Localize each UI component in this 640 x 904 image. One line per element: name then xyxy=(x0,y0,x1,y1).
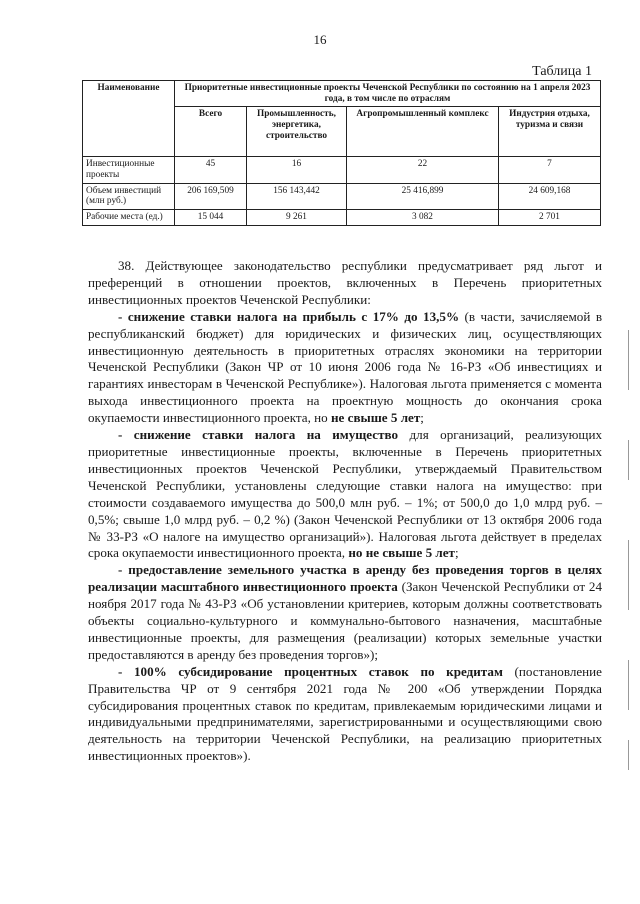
row-label: Рабочие места (ед.) xyxy=(83,210,175,226)
paragraph-loan-subsidy xyxy=(88,664,602,765)
table-cell: 22 xyxy=(347,157,499,183)
table-row xyxy=(83,157,601,183)
bold-heading: - снижение ставки налога на имущество xyxy=(118,427,399,443)
table-row xyxy=(83,210,601,226)
table-cell: 7 xyxy=(499,157,601,183)
paragraph-text: для организаций, реализующих приоритетные инвестиционные проекты, включенные в Перечень приоритетных инвестиционных проектов Чеченской Республики, утверждаемый Правительством Чеченской Республики, установлены следующие ставки налога на имущество: при стоимости создаваемого имущества до 500,0 млн руб. – 1%; от 500,0 до 1,0 млрд руб. – 0,5%; свыше 1,0 млрд руб. – 0,2 %) (Закон Чеченской Республики от 13 октября 2006 года № 33-РЗ «О налоге на имущество организаций»). Налоговая льгота действует в пределах срока окупаемости инвестиционного проекта, xyxy=(88,427,602,561)
table-caption: Таблица 1 xyxy=(532,64,592,79)
row-label: Объем инвестиций (млн руб.) xyxy=(83,183,175,209)
column-header: Промышленность, энергетика, строительство xyxy=(247,107,347,157)
paragraph-text: (Закон Чеченской Республики от 24 ноября 2017 года № 43-РЗ «Об установлении критериев, которым должны соответствовать объекты социально-культурного и коммунально-бытового назначения, масштабные инвестиционные проекты, для размещения (реализации) которых земельные участки предоставляются в аренду без проведения торгов»); xyxy=(88,579,602,662)
paragraph-end: ; xyxy=(454,545,459,561)
column-header: Агропромышленный комплекс xyxy=(347,107,499,157)
bold-heading: - 100% субсидирование процентных ставок по кредитам xyxy=(118,663,503,679)
table-cell: 16 xyxy=(247,157,347,183)
investment-projects-table xyxy=(82,80,601,226)
paragraph-text: (постановление Правительства ЧР от 9 сентября 2021 года № 200 «Об утверждении Порядка субсидирования процентных ставок по кредитам, привлекаемым юридическими лицами и индивидуальными предпринимателями, зарегистрированными и осуществляющими свою деятельность на территории Чеченской Республики, на реализацию приоритетных инвестиционных проектов»). xyxy=(88,663,602,764)
paragraph-38: 38. Действующее законодательство республики предусматривает ряд льгот и преференций в отношении проектов, включенных в Перечень приоритетных инвестиционных проектов Чеченской Республики: xyxy=(88,258,602,307)
table-row xyxy=(83,183,601,209)
table-header-row xyxy=(83,81,601,107)
column-header: Всего xyxy=(175,107,247,157)
document-body xyxy=(88,258,602,765)
paragraph-property-tax xyxy=(88,427,602,562)
bold-heading: - снижение ставки налога на прибыль с 17% до 13,5% xyxy=(118,308,460,324)
table-cell: 25 416,899 xyxy=(347,183,499,209)
table-cell: 156 143,442 xyxy=(247,183,347,209)
paragraph-end: ; xyxy=(420,410,424,426)
bold-term: но не свыше 5 лет xyxy=(348,545,455,561)
header-name: Наименование xyxy=(83,81,175,157)
paragraph-land-lease xyxy=(88,562,602,663)
table-cell: 206 169,509 xyxy=(175,183,247,209)
bold-heading: - предоставление земельного участка в аренду без проведения торгов в целях реализации масштабного инвестиционного проекта xyxy=(88,562,602,595)
header-group: Приоритетные инвестиционные проекты Чеченской Республики по состоянию на 1 апреля 2023 года, в том числе по отраслям xyxy=(175,81,601,107)
table-cell: 15 044 xyxy=(175,210,247,226)
table-cell: 2 701 xyxy=(499,210,601,226)
page-number: 16 xyxy=(313,32,327,47)
table-cell: 9 261 xyxy=(247,210,347,226)
paragraph-text: (в части, зачисляемой в республиканский бюджет) для юридических и физических лиц, осуществляющих инвестиционную деятельность в приоритетных отраслях экономики на территории Чеченской Республики (Закон ЧР от 10 июня 2006 года № 16-РЗ «Об инвестициях и гарантиях инвесторам в Чеченской Республике»). Налоговая льгота применяется с момента выхода инвестиционного проекта на проектную мощность до окончания срока окупаемости инвестиционного проекта, но xyxy=(88,308,602,426)
table-cell: 3 082 xyxy=(347,210,499,226)
scan-edge-marks xyxy=(628,330,634,770)
paragraph-profit-tax xyxy=(88,309,602,427)
column-header: Индустрия отдыха, туризма и связи xyxy=(499,107,601,157)
table-cell: 45 xyxy=(175,157,247,183)
table-cell: 24 609,168 xyxy=(499,183,601,209)
row-label: Инвестиционные проекты xyxy=(83,157,175,183)
bold-term: не свыше 5 лет xyxy=(331,410,421,426)
